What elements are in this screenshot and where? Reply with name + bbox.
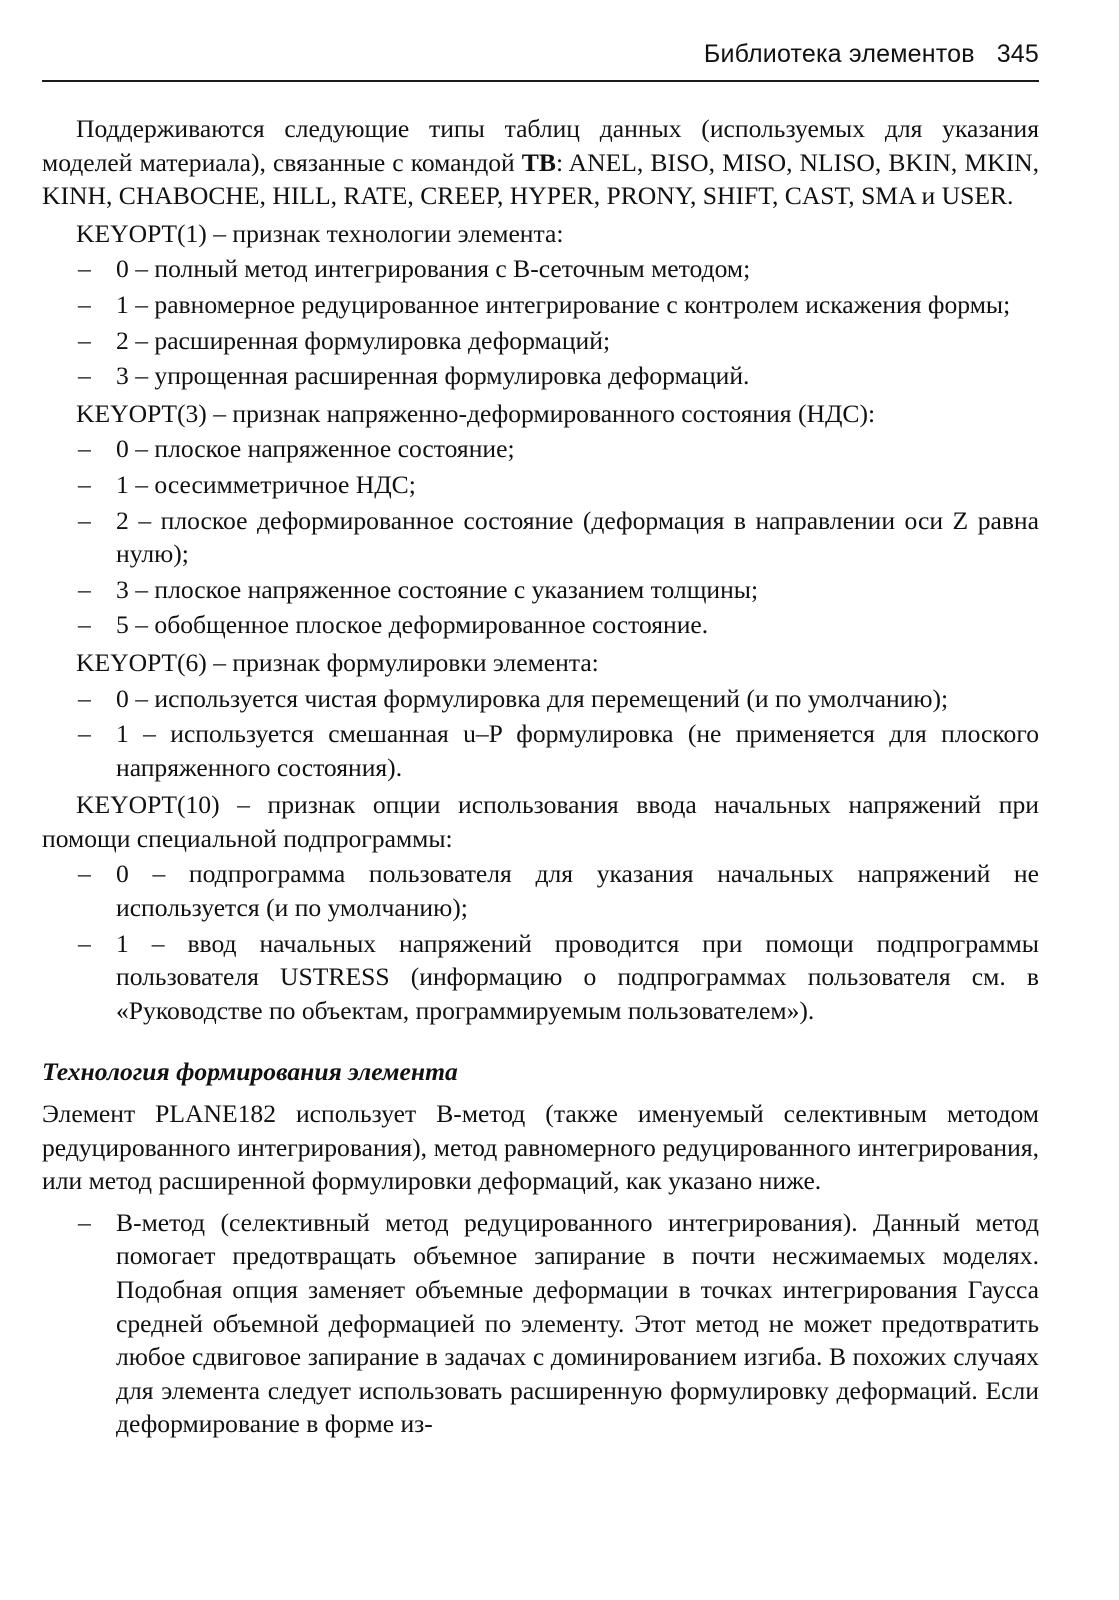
- list-item: [42, 288, 1039, 322]
- list-item: [42, 857, 1039, 924]
- list-item-text: 2 – расширенная формулировка деформаций;: [116, 325, 611, 355]
- dash-bullet: –: [78, 719, 91, 749]
- list-item: [42, 468, 1039, 502]
- list-item-text: 0 – полный метод интегрирования с B-сеточным методом;: [116, 254, 751, 284]
- list-item-text: 0 – плоское напряженное состояние;: [116, 434, 515, 464]
- list-item-text: 1 – ввод начальных напряжений проводится при помощи подпрограммы пользователя USTRESS (информацию о подпрограммах пользователя см. в «Руководстве по объектам, программируемым пользователем»).: [116, 928, 1039, 1025]
- dash-bullet: –: [78, 254, 91, 284]
- keyopt10-list: [42, 857, 1039, 1027]
- list-item-text: 1 – осесимметричное НДС;: [116, 469, 416, 499]
- list-item: [42, 432, 1039, 466]
- list-item-text: 0 – используется чистая формулировка для перемещений (и по умолчанию);: [116, 683, 949, 713]
- list-item-text: 1 – равномерное редуцированное интегрирование с контролем искажения формы;: [116, 289, 1011, 319]
- keyopt1-list: [42, 252, 1039, 392]
- dash-bullet: –: [78, 859, 91, 889]
- keyopt3-list: [42, 432, 1039, 642]
- dash-bullet: –: [78, 434, 91, 464]
- list-item: [42, 359, 1039, 393]
- list-item: [42, 1206, 1039, 1441]
- list-item: [42, 573, 1039, 607]
- section-intro: Элемент PLANE182 использует B-метод (также именуемый селективным методом редуцированного интегрирования), метод равномерного редуцированного интегрирования, или метод расширенной формулировки деформаций, как указано ниже.: [42, 1099, 1039, 1196]
- keyopt6-title: KEYOPT(6) – признак формулировки элемента:: [76, 647, 599, 677]
- list-item-text: 1 – используется смешанная u–P формулировка (не применяется для плоского напряженного состояния).: [116, 719, 1039, 782]
- dash-bullet: –: [78, 361, 91, 391]
- list-item-text: 5 – обобщенное плоское деформированное состояние.: [116, 610, 709, 640]
- dash-bullet: –: [78, 325, 91, 355]
- list-item: [42, 324, 1039, 358]
- list-item: [42, 717, 1039, 784]
- keyopt1-title: KEYOPT(1) – признак технологии элемента:: [76, 218, 564, 248]
- dash-bullet: –: [78, 1207, 91, 1237]
- page-number: 345: [996, 40, 1039, 68]
- list-item: [42, 608, 1039, 642]
- tb-paragraph-text-a: Поддерживаются следующие типы таблиц данных (используемых для указания моделей материала), связанные с командой: [42, 114, 1039, 177]
- list-item: [42, 927, 1039, 1028]
- list-item-text: 3 – упрощенная расширенная формулировка деформаций.: [116, 361, 750, 391]
- dash-bullet: –: [78, 469, 91, 499]
- running-head: [704, 40, 1039, 69]
- header-rule: [42, 80, 1039, 82]
- list-item: [42, 252, 1039, 286]
- list-item: [42, 682, 1039, 716]
- tb-paragraph-text-b: : ANEL, BISO, MISO, NLISO, BKIN, MKIN, KINH, CHABOCHE, HILL, RATE, CREEP, HYPER, PRONY, SHIFT, CAST, SMA и USER.: [42, 147, 1039, 211]
- section-heading: Технология формирования элемента: [42, 1057, 458, 1087]
- dash-bullet: –: [78, 289, 91, 319]
- keyopt3-title: KEYOPT(3) – признак напряженно-деформированного состояния (НДС):: [76, 398, 876, 428]
- dash-bullet: –: [78, 505, 91, 535]
- list-item-text: 3 – плоское напряженное состояние с указанием толщины;: [116, 574, 759, 604]
- dash-bullet: –: [78, 928, 91, 958]
- list-item-text: 2 – плоское деформированное состояние (деформация в направлении оси Z равна нулю);: [116, 505, 1039, 569]
- list-item-text: B-метод (селективный метод редуцированного интегрирования). Данный метод помогает предотвращать объемное запирание в почти несжимаемых моделях. Подобная опция заменяет объемные деформации в точках интегрирования Гаусса средней объемной деформацией по элементу. Этот метод не может предотвратить любое сдвиговое запирание в задачах с доминированием изгиба. В похожих случаях для элемента следует использовать расширенную формулировку деформаций. Если деформирование в форме из-: [116, 1207, 1039, 1439]
- dash-bullet: –: [78, 574, 91, 604]
- tb-paragraph: [42, 112, 1039, 213]
- tb-command: TB: [521, 147, 556, 177]
- running-head-title: Библиотека элементов: [703, 40, 975, 68]
- list-item-text: 0 – подпрограмма пользователя для указания начальных напряжений не используется (и по умолчанию);: [116, 859, 1039, 923]
- section-list: [42, 1206, 1039, 1441]
- keyopt6-list: [42, 682, 1039, 785]
- dash-bullet: –: [78, 683, 91, 713]
- list-item: [42, 504, 1039, 571]
- dash-bullet: –: [78, 610, 91, 640]
- page-body: [42, 112, 1039, 1441]
- keyopt10-title: KEYOPT(10) – признак опции использования ввода начальных напряжений при помощи специальной подпрограммы:: [42, 790, 1039, 853]
